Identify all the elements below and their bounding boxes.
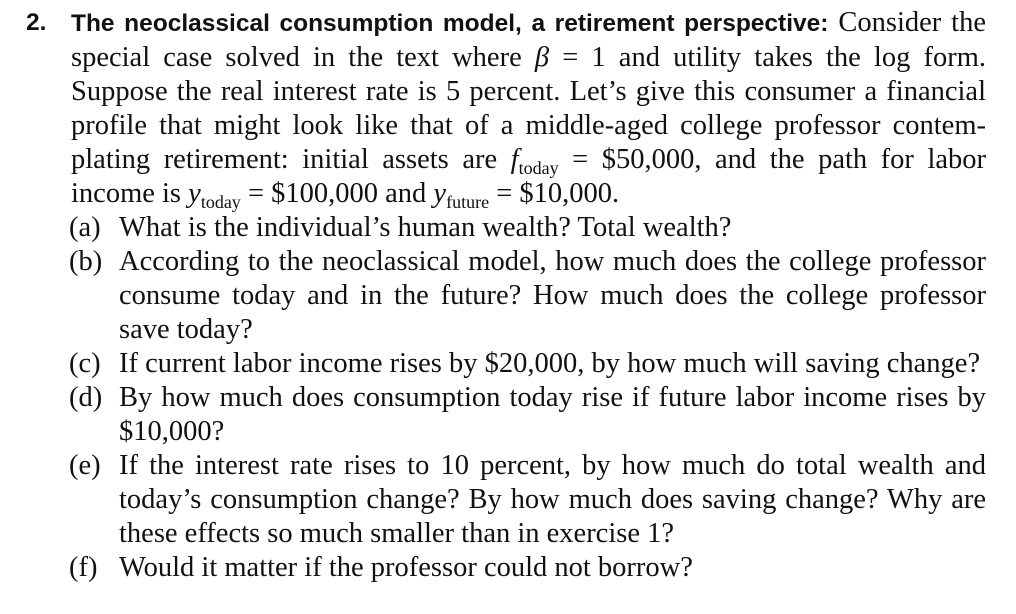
y-symbol: y	[188, 178, 201, 209]
y-future-subscript: future	[446, 192, 490, 212]
f-subscript: today	[518, 158, 559, 178]
exercise-parts	[26, 211, 986, 585]
part-label: (f)	[69, 552, 98, 583]
part-text: What is the individual’s human wealth? Total wealth?	[119, 212, 732, 243]
y-today-subscript: today	[200, 192, 241, 212]
y-symbol: y	[433, 178, 447, 209]
y-future-symbol	[433, 178, 490, 212]
intro-text-2: = 1 and utility takes the log form. Suppose the real interest rate is 5 percent. Let’s give this consumer a financial profile that might look like that of a middle-aged college professor contem-plating retirement: initial assets are	[71, 42, 987, 175]
part-label: (b)	[69, 246, 103, 277]
part-label: (d)	[69, 382, 103, 413]
part-c	[26, 347, 986, 381]
intro-text-3: = $50,000, and the path for labor income is	[71, 144, 987, 209]
part-d	[26, 381, 986, 449]
exercise-number: 2.	[26, 9, 47, 36]
part-text: If current labor income rises by $20,000, by how much will saving change?	[119, 348, 981, 379]
part-text: According to the neoclassical model, how much does the college professor consume today and in the future? How much does the college professor save today?	[119, 246, 986, 345]
exercise-2	[26, 6, 986, 585]
intro-text-4: = $100,000 and	[247, 178, 427, 209]
part-b	[26, 245, 986, 347]
f-today-symbol	[510, 144, 559, 178]
part-a	[26, 211, 986, 245]
intro-text-1: Consider the special case solved in the text where	[71, 7, 987, 73]
part-text: Would it matter if the professor could not borrow?	[119, 552, 693, 583]
exercise-intro	[26, 6, 986, 211]
part-text: If the interest rate rises to 10 percent, by how much do total wealth and today’s consumption change? By how much does saving change? Why are these effects so much smaller than in exercise 1?	[119, 450, 986, 549]
part-label: (a)	[69, 212, 101, 243]
exercise-heading: The neoclassical consumption model, a retirement perspective:	[71, 10, 829, 37]
y-today-symbol	[188, 178, 241, 212]
part-label: (c)	[69, 348, 101, 379]
part-f	[26, 551, 986, 585]
part-label: (e)	[69, 450, 101, 481]
intro-text-5: = $10,000.	[496, 178, 620, 209]
part-e	[26, 449, 986, 551]
part-text: By how much does consumption today rise if future labor income rises by $10,000?	[119, 382, 986, 447]
beta-symbol: β	[534, 42, 550, 73]
f-symbol: f	[510, 144, 519, 175]
